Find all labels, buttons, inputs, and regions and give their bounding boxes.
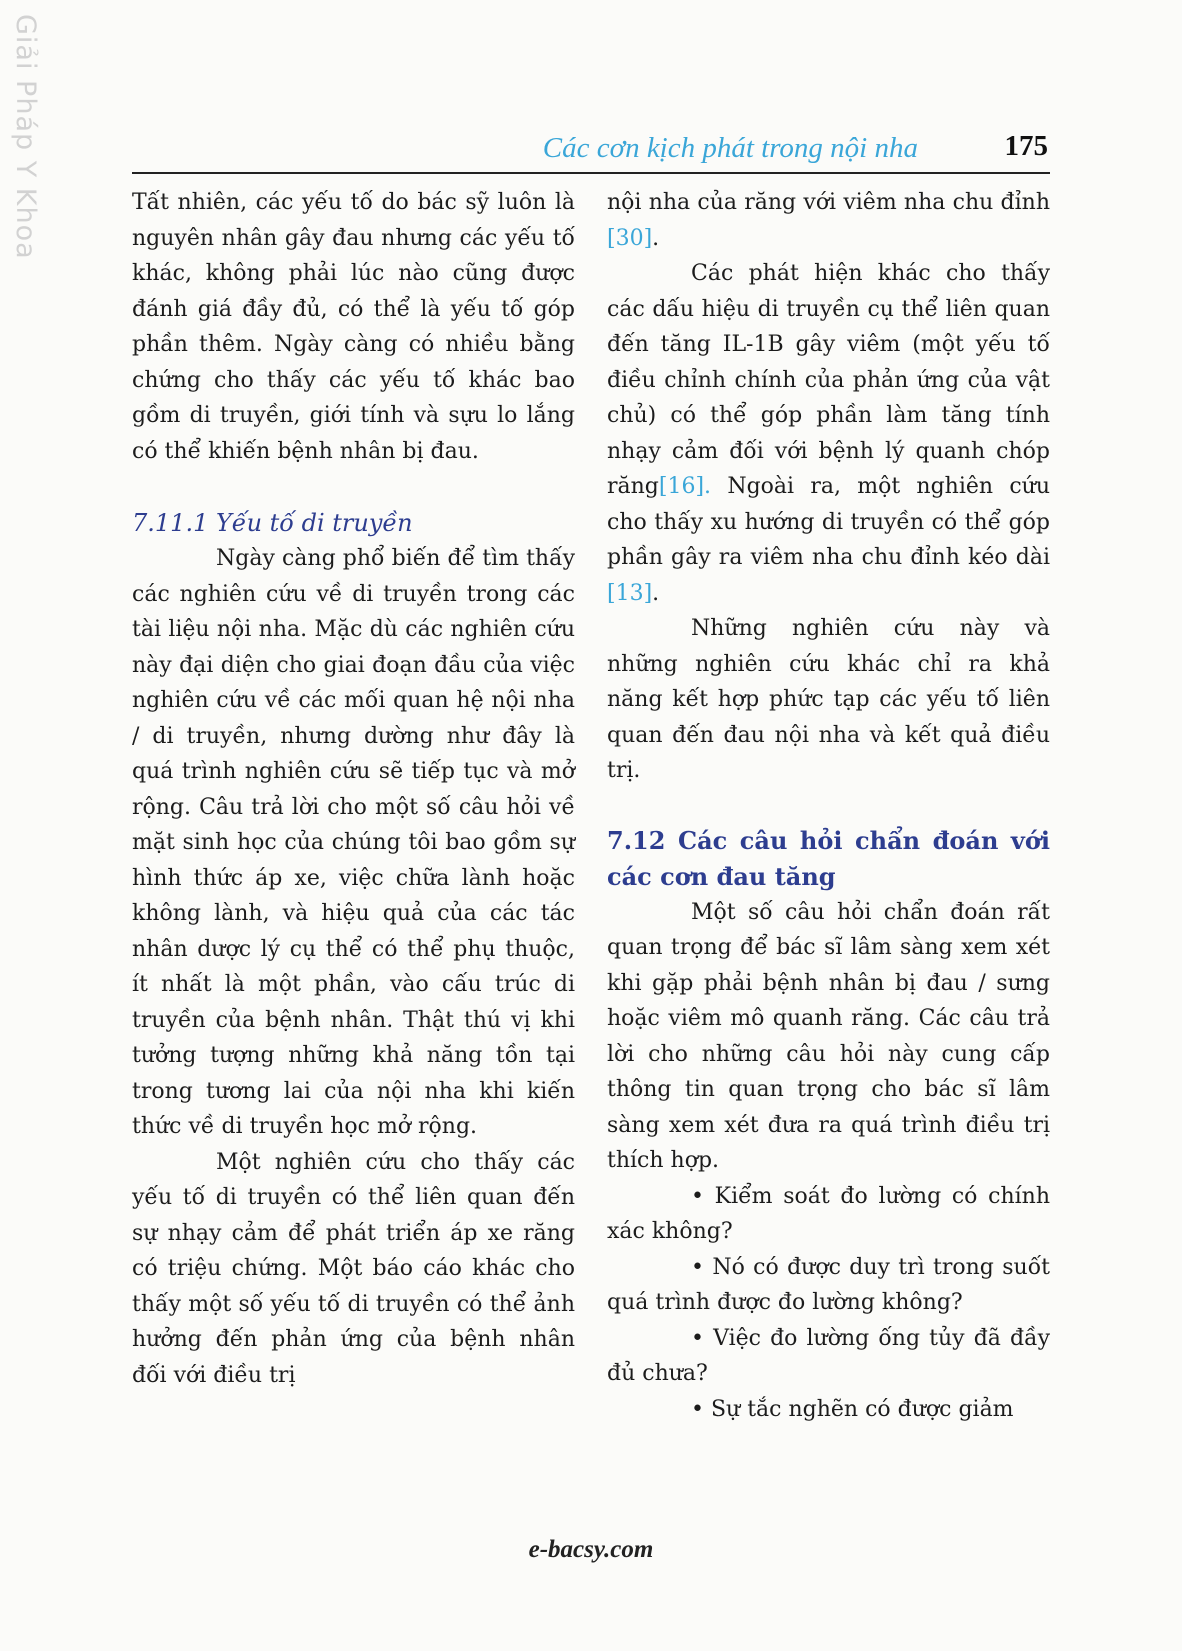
left-column <box>132 185 575 1393</box>
paragraph-text: Các phát hiện khác cho thấy các dấu hiệu di truyền cụ thể liên quan đến tăng IL-1B gây viêm (một yếu tố điều chỉnh chính của phản ứng của vật chủ) có thể góp phần làm tăng tính nhạy cảm đối với bệnh lý quanh chóp răng <box>607 261 1050 499</box>
paragraph-continued <box>607 185 1050 256</box>
watermark-text: Giải Pháp Y Khoa <box>10 14 41 260</box>
heading-diagnostic-questions: 7.12 Các câu hỏi chẩn đoán với các cơn đau tăng <box>607 825 1050 891</box>
footer-site: e-bacsy.com <box>528 1536 654 1563</box>
list-item: • Việc đo lường ống tủy đã đầy đủ chưa? <box>607 1325 1050 1386</box>
list-item: • Nó có được duy trì trong suốt quá trình được đo lường không? <box>607 1254 1050 1315</box>
citation-link[interactable]: [30] <box>607 225 653 251</box>
paragraph-text: . <box>652 225 660 251</box>
list-item: • Kiểm soát đo lường có chính xác không? <box>607 1183 1050 1244</box>
paragraph-genetics-study: Một nghiên cứu cho thấy các yếu tố di truyền có thể liên quan đến sự nhạy cảm để phát triển áp xe răng có triệu chứng. Một báo cáo khác cho thấy một số yếu tố di truyền có thể ảnh hưởng đến phản ứng của bệnh nhân đối với điều trị <box>132 1149 575 1388</box>
paragraph-text: . <box>652 580 660 606</box>
paragraph-conclusion: Những nghiên cứu này và những nghiên cứu khác chỉ ra khả năng kết hợp phức tạp các yếu tố liên quan đến đau nội nha và kết quả điều trị. <box>607 616 1050 783</box>
heading-genetic-factors: 7.11.1 Yếu tố di truyền <box>132 509 413 537</box>
paragraph-text: Ngoài ra, một nghiên cứu cho thấy xu hướng di truyền có thể góp phần gây ra viêm nha chu đỉnh kéo dài <box>607 474 1050 570</box>
paragraph-diagnostic: Một số câu hỏi chẩn đoán rất quan trọng để bác sĩ lâm sàng xem xét khi gặp phải bệnh nhân bị đau / sưng hoặc viêm mô quanh răng. Các câu trả lời cho những câu hỏi này cung cấp thông tin quan trọng cho bác sĩ lâm sàng xem xét đưa ra quá trình điều trị thích hợp. <box>607 899 1050 1173</box>
list-item: • Sự tắc nghẽn có được giảm <box>691 1396 1014 1422</box>
citation-link[interactable]: [16]. <box>658 474 712 499</box>
right-column <box>607 185 1050 1427</box>
paragraph-text: nội nha của răng với viêm nha chu đỉnh <box>607 190 1050 215</box>
citation-link[interactable]: [13] <box>607 580 653 606</box>
paragraph-findings <box>607 256 1050 611</box>
page-number: 175 <box>1004 130 1048 162</box>
chapter-title: Các cơn kịch phát trong nội nha <box>542 132 918 164</box>
page-header <box>132 130 1050 174</box>
paragraph-genetics-research: Ngày càng phổ biến để tìm thấy các nghiên cứu về di truyền trong các tài liệu nội nha. Mặc dù các nghiên cứu này đại diện cho giai đoạn đầu của việc nghiên cứu về các mối quan hệ nội nha / di truyền, nhưng dường như đây là quá trình nghiên cứu sẽ tiếp tục và mở rộng. Câu trả lời cho một số câu hỏi về mặt sinh học của chúng tôi bao gồm sự hình thức áp xe, việc chữa lành hoặc không lành, và hiệu quả của các tác nhân dược lý cụ thể có thể phụ thuộc, ít nhất là một phần, vào cấu trúc di truyền của bệnh nhân. Thật thú vị khi tưởng tượng những khả năng tồn tại trong tương lai của nội nha khi kiến thức về di truyền học mở rộng. <box>132 546 575 1139</box>
paragraph-intro: Tất nhiên, các yếu tố do bác sỹ luôn là nguyên nhân gây đau nhưng các yếu tố khác, không phải lúc nào cũng được đánh giá đầy đủ, có thể là yếu tố góp phần thêm. Ngày càng có nhiều bằng chứng cho thấy các yếu tố khác bao gồm di truyền, giới tính và sựu lo lắng có thể khiến bệnh nhân bị đau. <box>132 190 575 464</box>
